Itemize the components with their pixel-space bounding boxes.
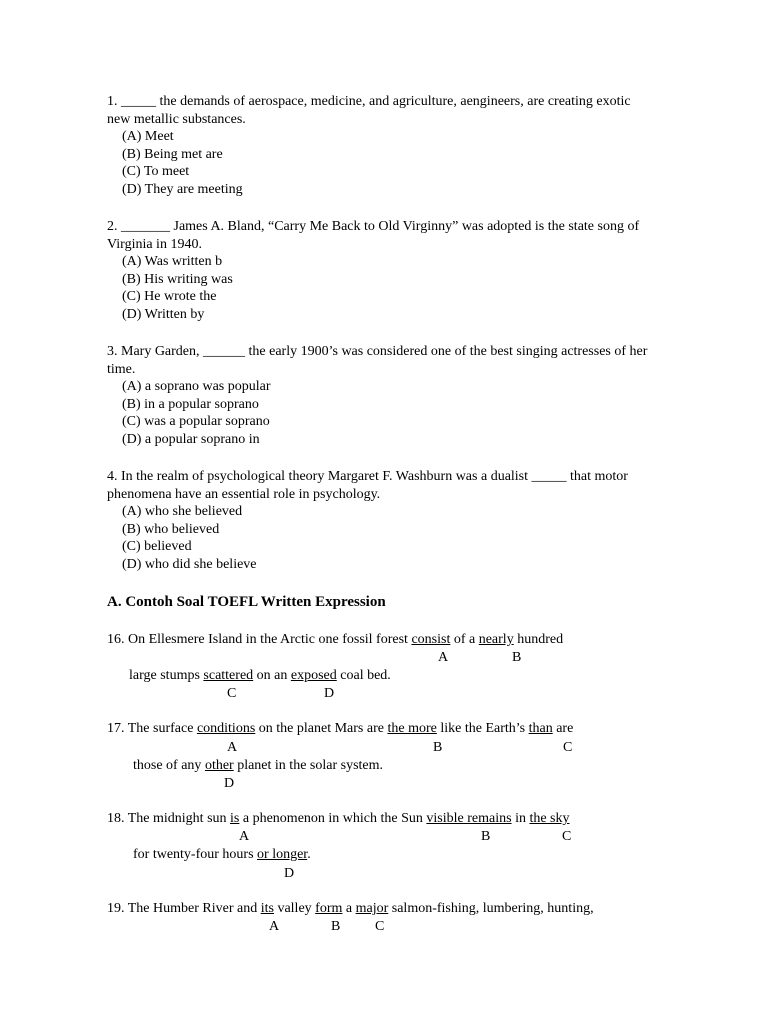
underlined-part-a: conditions bbox=[196, 721, 256, 736]
choice-letter: A bbox=[269, 919, 280, 934]
question-19 bbox=[0, 900, 768, 940]
choice-letter: C bbox=[562, 829, 572, 844]
answer-option: (D) who did she believe bbox=[122, 556, 257, 572]
underlined-part-b: form bbox=[315, 901, 343, 916]
answer-option: (C) To meet bbox=[122, 164, 190, 180]
question-stem-line: phenomena have an essential role in psychology. bbox=[107, 486, 381, 502]
answer-option: (D) Written by bbox=[122, 306, 205, 322]
answer-option: (A) Was written b bbox=[122, 254, 223, 270]
underlined-part-a: consist bbox=[411, 632, 451, 647]
answer-option: (A) Meet bbox=[122, 129, 174, 145]
underlined-part-b: visible remains bbox=[426, 811, 512, 826]
underlined-part-c: than bbox=[528, 721, 553, 736]
choice-letter: D bbox=[224, 776, 235, 791]
question-stem-line: 1. _____ the demands of aerospace, medicine, and agriculture, aengineers, are creating exotic bbox=[107, 94, 631, 109]
question-1 bbox=[107, 93, 707, 199]
sentence-line: those of any other planet in the solar system. bbox=[133, 758, 384, 773]
choice-letter: B bbox=[433, 740, 443, 755]
question-18 bbox=[0, 810, 768, 850]
choice-letter: C bbox=[563, 740, 573, 755]
underlined-part-b: nearly bbox=[478, 632, 514, 647]
sentence-line: for twenty-four hours or longer. bbox=[133, 847, 311, 862]
question-stem-line: new metallic substances. bbox=[107, 111, 246, 127]
sentence-line: 19. The Humber River and its valley form a major salmon-fishing, lumbering, hunting, bbox=[107, 901, 594, 916]
sentence-line: large stumps scattered on an exposed coal bed. bbox=[129, 668, 391, 683]
answer-option: (B) Being met are bbox=[122, 146, 223, 162]
answer-option: (B) in a popular soprano bbox=[122, 396, 259, 412]
answer-option: (A) who she believed bbox=[122, 504, 243, 520]
question-17 bbox=[0, 720, 768, 760]
question-stem-line: 2. _______ James A. Bland, “Carry Me Back to Old Virginny” was adopted is the state song of bbox=[107, 219, 640, 234]
underlined-part-a: its bbox=[260, 901, 274, 916]
choice-letter: B bbox=[512, 650, 522, 665]
answer-option: (B) who believed bbox=[122, 521, 220, 537]
answer-option: (D) a popular soprano in bbox=[122, 431, 260, 447]
choice-letter: A bbox=[227, 740, 238, 755]
choice-letter: B bbox=[481, 829, 491, 844]
sentence-line: 18. The midnight sun is a phenomenon in which the Sun visible remains in the sky bbox=[107, 811, 570, 826]
underlined-part-d: or longer bbox=[257, 847, 308, 862]
underlined-part-c: scattered bbox=[203, 668, 254, 683]
underlined-part-a: is bbox=[230, 811, 240, 826]
underlined-part-d: exposed bbox=[290, 668, 337, 683]
sentence-line: 16. On Ellesmere Island in the Arctic one fossil forest consist of a nearly hundred bbox=[107, 632, 564, 647]
question-4 bbox=[107, 468, 707, 574]
section-heading: A. Contoh Soal TOEFL Written Expression bbox=[107, 594, 386, 610]
answer-option: (C) He wrote the bbox=[122, 289, 217, 305]
choice-letter: C bbox=[227, 686, 237, 701]
underlined-part-b: the more bbox=[387, 721, 437, 736]
choice-letter: D bbox=[284, 866, 295, 881]
underlined-part-c: major bbox=[355, 901, 389, 916]
question-3 bbox=[107, 343, 707, 449]
answer-option: (B) His writing was bbox=[122, 271, 233, 287]
sentence-line: 17. The surface conditions on the planet Mars are the more like the Earth’s than are bbox=[107, 721, 574, 736]
answer-option: (D) They are meeting bbox=[122, 181, 243, 197]
underlined-part-c: the sky bbox=[529, 811, 570, 826]
answer-option: (C) was a popular soprano bbox=[122, 414, 270, 430]
question-stem-line: Virginia in 1940. bbox=[107, 236, 202, 252]
choice-letter: B bbox=[331, 919, 341, 934]
choice-letter: A bbox=[239, 829, 250, 844]
choice-letter: D bbox=[324, 686, 335, 701]
question-17-continued bbox=[0, 757, 768, 797]
choice-letter: A bbox=[438, 650, 449, 665]
question-2 bbox=[107, 218, 707, 324]
question-stem-line: 4. In the realm of psychological theory Margaret F. Washburn was a dualist _____ that motor bbox=[107, 469, 628, 484]
question-16 bbox=[0, 631, 768, 671]
question-stem-line: 3. Mary Garden, ______ the early 1900’s was considered one of the best singing actresses of her bbox=[107, 344, 648, 359]
underlined-part-d: other bbox=[204, 758, 234, 773]
choice-letter: C bbox=[375, 919, 385, 934]
question-16-continued bbox=[0, 667, 768, 707]
question-18-continued bbox=[0, 846, 768, 886]
answer-option: (A) a soprano was popular bbox=[122, 379, 271, 395]
question-stem-line: time. bbox=[107, 361, 136, 377]
answer-option: (C) believed bbox=[122, 539, 192, 555]
